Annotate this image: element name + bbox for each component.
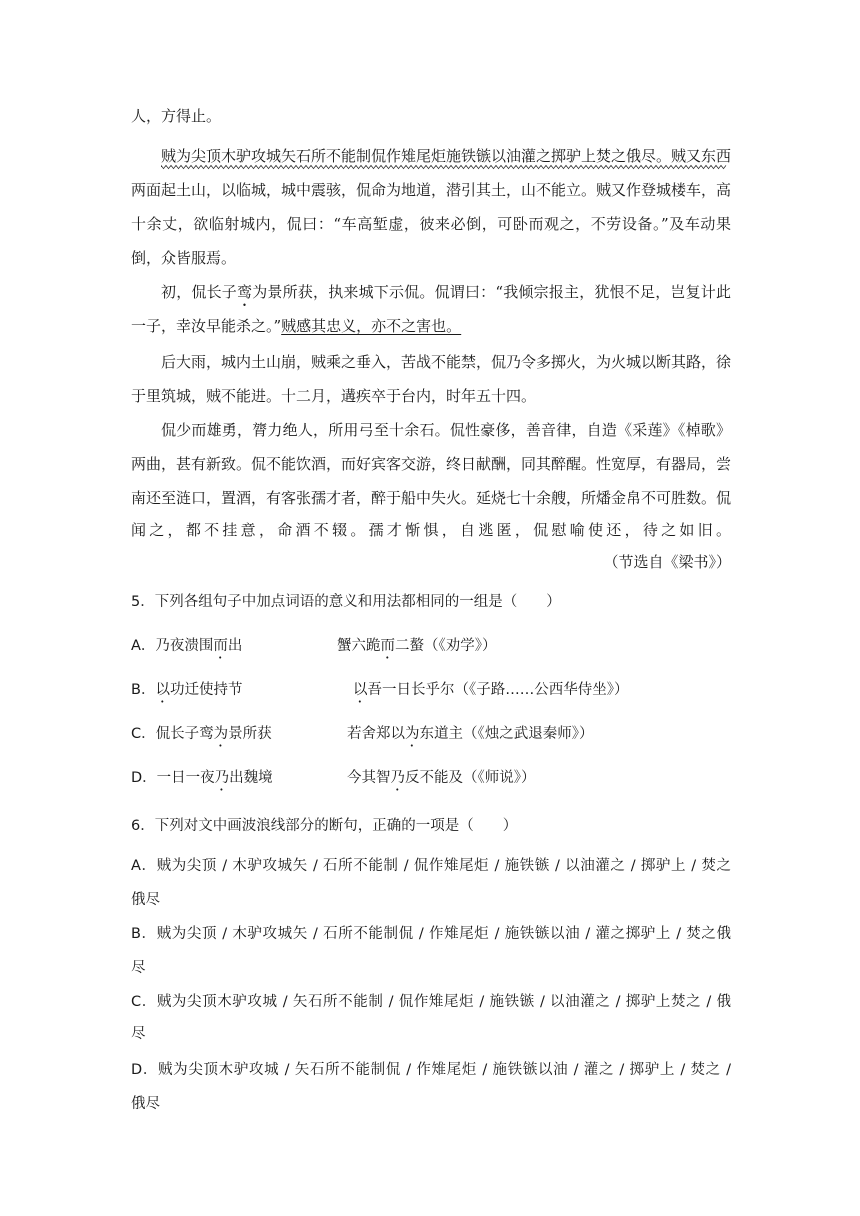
q6-option-c: C．贼为尖顶木驴攻城 / 矢石所不能制 / 侃作雉尾炬 / 施铁镞 / 以油灌之 / 掷驴上焚之 / 俄: [131, 994, 731, 1010]
q6-option-a-cont: 俄尽: [131, 892, 160, 908]
q5-option-d: D．一日一夜乃出魏境 今其智乃反不能及（《师说》）: [131, 770, 536, 786]
passage-line: 两面起土山，以临城，城中震骇，侃命为地道，潜引其土，山不能立。贼又作登城楼车，高: [131, 181, 732, 199]
q6-option-d-cont: 俄尽: [131, 1096, 160, 1112]
q6-option-c-cont: 尽: [131, 1026, 146, 1042]
passage-line: 闻之，都不挂意，命酒不辍。孺才惭惧，自逃匿，侃慰喻使还，待之如旧。: [131, 521, 731, 539]
q6-option-d: D．贼为尖顶木驴攻城 / 矢石所不能制侃 / 作雉尾炬 / 施铁镞以油 / 灌之 / 掷驴上 / 焚之 /: [131, 1062, 731, 1078]
q5-option-c: C．侃长子鸾为景所获 若舍郑以为东道主（《烛之武退秦师》）: [131, 726, 594, 742]
q5-option-b: B．以功迁使持节 以吾一日长乎尔（《子路……公西华侍坐》）: [131, 682, 629, 698]
passage-line: 一子，幸汝早能杀之。”贼感其忠义，亦不之害也。: [131, 317, 462, 335]
question-6-stem: 6．下列对文中画波浪线部分的断句，正确的一项是（ ）: [131, 818, 518, 834]
passage-line: 人，方得止。: [131, 107, 222, 125]
q6-option-b-cont: 尽: [131, 960, 146, 976]
source-citation: （节选自《梁书》）: [603, 553, 731, 571]
passage-line: 侃少而雄勇，膂力绝人，所用弓至十余石。侃性豪侈，善音律，自造《采莲》《棹歌》: [161, 421, 731, 439]
q6-option-a: A．贼为尖顶 / 木驴攻城矢 / 石所不能制 / 侃作雉尾炬 / 施铁镞 / 以油灌之 / 掷驴上 / 焚之: [131, 858, 731, 874]
passage-line: 初，侃长子鸾为景所获，执来城下示侃。侃谓曰：“我倾宗报主，犹恨不足，岂复计此: [161, 283, 731, 301]
passage-line: 南还至涟口，置酒，有客张孺才者，醉于船中失火。延烧七十余艘，所燔金帛不可胜数。侃: [131, 489, 732, 507]
passage-line: 后大雨，城内土山崩，贼乘之垂入，苦战不能禁，侃乃令多掷火，为火城以断其路，徐: [161, 353, 732, 371]
q5-option-a: A．乃夜溃围而出 蟹六跪而二螯（《劝学》）: [131, 638, 497, 654]
passage-line: 十余丈，欲临射城内，侃曰：“车高堑虚，彼来必倒，可卧而观之，不劳设备。”及车动果: [131, 215, 731, 233]
passage-line: 两曲，甚有新致。侃不能饮酒，而好宾客交游，终日献酬，同其醉醒。性宽厚，有器局，尝: [131, 455, 732, 473]
underlined-sentence: 贼感其忠义，亦不之害也。: [281, 317, 462, 335]
question-5-stem: 5．下列各组句子中加点词语的意义和用法都相同的一组是（ ）: [131, 594, 561, 610]
wavy-underlined-passage-line: 贼为尖顶木驴攻城矢石所不能制侃作雉尾炬施铁镞以油灌之掷驴上焚之俄尽。贼又东西: [161, 147, 732, 165]
passage-line: 倒，众皆服焉。: [131, 249, 237, 267]
passage-line: 于里筑城，贼不能进。十二月，遘疾卒于台内，时年五十四。: [131, 387, 537, 405]
q6-option-b: B．贼为尖顶 / 木驴攻城矢 / 石所不能制侃 / 作雉尾炬 / 施铁镞以油 / 灌之掷驴上 / 焚之俄: [131, 926, 731, 942]
wavy-underline: [161, 164, 731, 170]
